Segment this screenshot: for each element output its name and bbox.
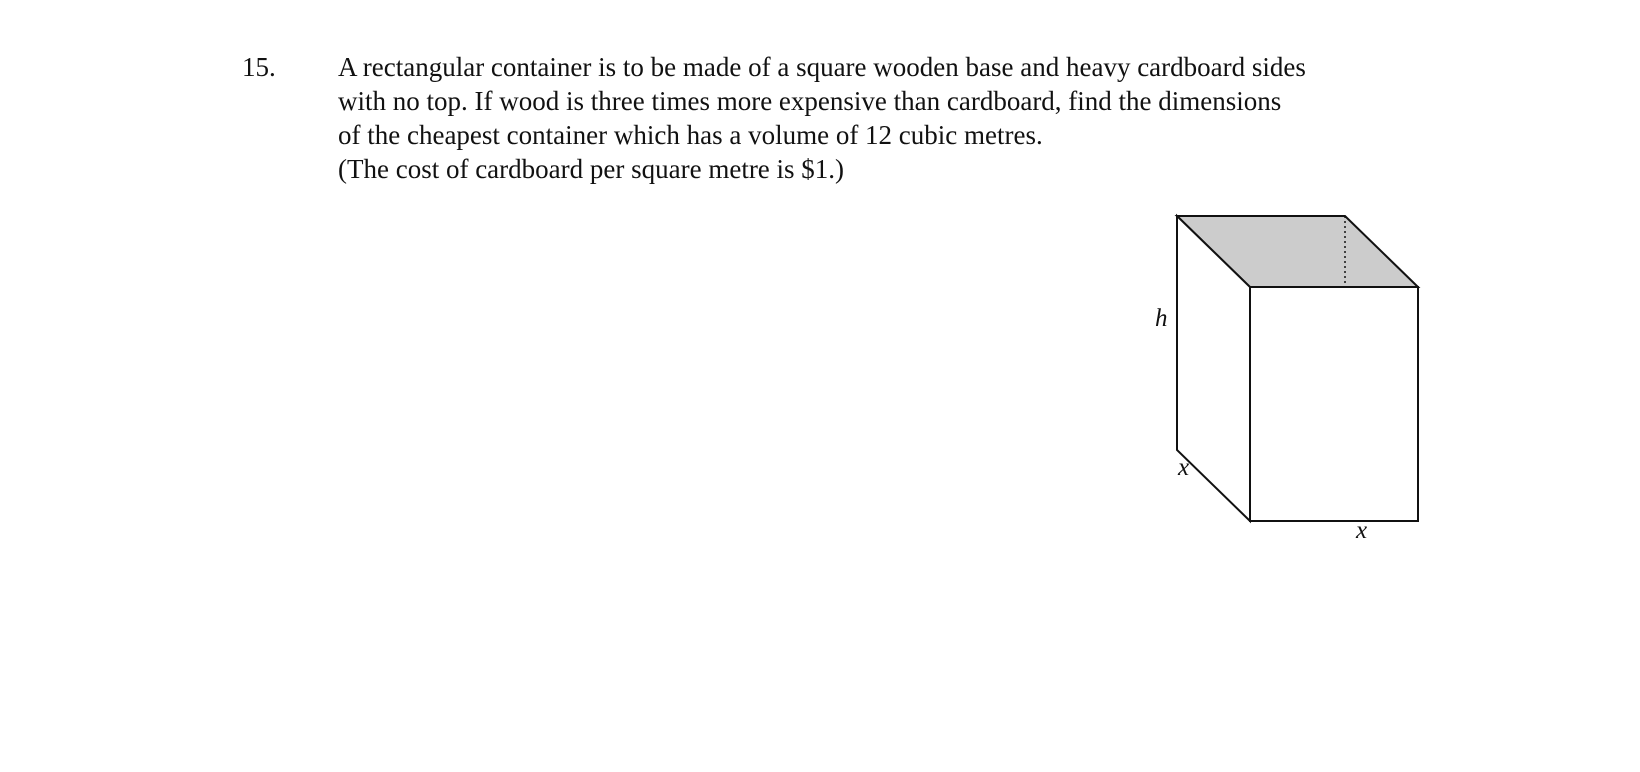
label-depth: x <box>1178 454 1190 481</box>
question-number: 15. <box>242 52 276 82</box>
question-line-1: A rectangular container is to be made of a square wooden base and heavy cardboard sides <box>338 52 1306 82</box>
box-diagram-svg <box>1130 200 1500 570</box>
box-diagram <box>1130 200 1500 570</box>
question-text <box>338 50 1458 186</box>
question-line-4: (The cost of cardboard per square metre is $1.) <box>338 154 845 184</box>
question-line-2: with no top. If wood is three times more expensive than cardboard, find the dimensions <box>338 86 1282 116</box>
box-front-face <box>1250 287 1418 521</box>
label-width: x <box>1356 517 1368 544</box>
label-height: h <box>1155 305 1168 332</box>
question-line-3: of the cheapest container which has a volume of 12 cubic metres. <box>338 120 1043 150</box>
